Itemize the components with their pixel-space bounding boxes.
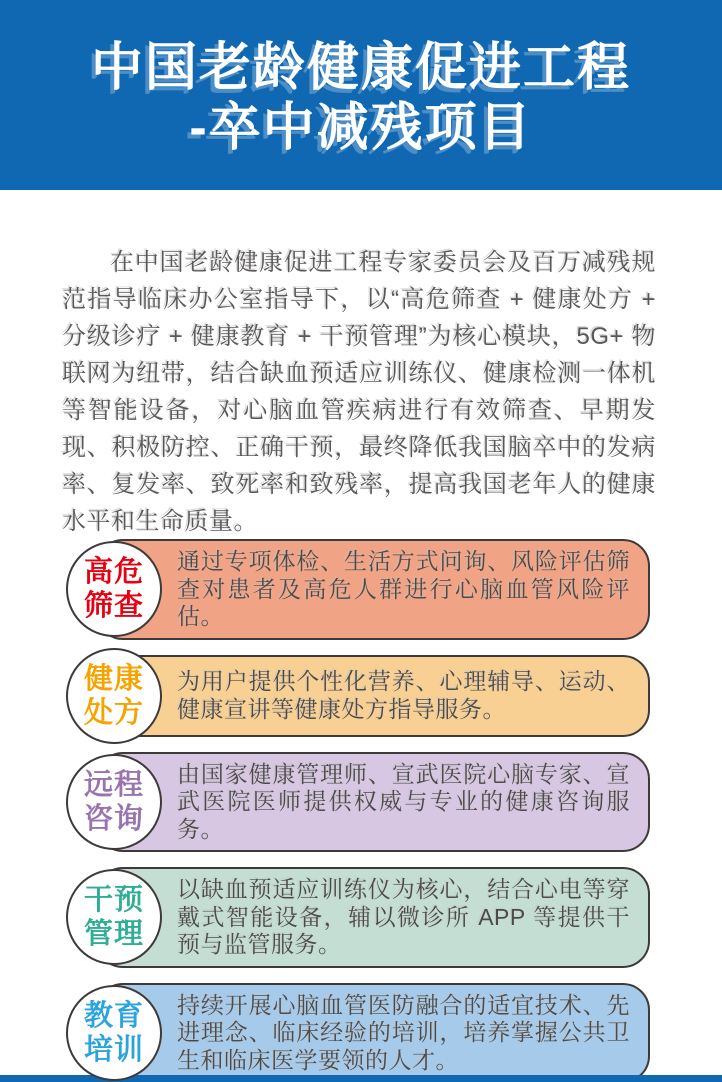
badge-label-line-2: 筛查 [83, 590, 144, 623]
badge-label-line-2: 处方 [83, 696, 144, 729]
module-remote-consultation [66, 752, 650, 853]
badge-label-line-1: 干预 [83, 884, 144, 917]
remote-consultation-badge [66, 754, 162, 850]
module-description: 为用户提供个性化营养、心理辅导、运动、健康宣讲等健康处方指导服务。 [177, 668, 630, 722]
intro-paragraph: 在中国老龄健康促进工程专家委员会及百万减残规范指导临床办公室指导下，以“高危筛查 + 健康处方 + 分级诊疗 + 健康教育 + 干预管理”为核心模块，5G+ 物联网为纽带，结合缺血预适应训练仪、健康检测一体机等智能设备，对心脑血管疾病进行有效筛查、早期发现、积极防控、正确干预，最终降低我国脑卒中的发病率、复发率、致死率和致残率，提高我国老年人的健康水平和生命质量。 [62, 249, 656, 535]
intervention-management-badge [66, 869, 162, 965]
health-prescription-badge [66, 648, 162, 744]
module-description: 以缺血预适应训练仪为核心，结合心电等穿戴式智能设备，辅以微诊所 APP 等提供干预与监管服务。 [177, 876, 630, 957]
page-title-line-1: 中国老龄健康促进工程 [90, 39, 631, 97]
module-health-prescription [66, 655, 650, 737]
badge-label-line-1: 教育 [83, 999, 144, 1032]
badge-label-line-2: 咨询 [83, 802, 144, 835]
module-description: 由国家健康管理师、宣武医院心脑专家、宣武医院医师提供权威与专业的健康咨询服务。 [177, 760, 630, 842]
module-education-training [66, 983, 650, 1082]
health-prescription-card [96, 655, 650, 737]
high-risk-screening-badge [66, 541, 162, 637]
module-description: 持续开展心脑血管医防融合的适宜技术、先进理念、临床经验的培训，培养掌握公共卫生和临床医学要领的人才。 [177, 991, 630, 1073]
badge-label-line-1: 远程 [83, 768, 144, 801]
modules-list [66, 539, 650, 1082]
badge-label-line-1: 健康 [83, 662, 144, 695]
module-high-risk-screening [66, 539, 650, 640]
badge-label-line-2: 管理 [83, 918, 144, 951]
high-risk-screening-card [96, 539, 650, 640]
education-training-badge [66, 985, 162, 1081]
intervention-management-card [96, 867, 650, 968]
header-banner [0, 0, 722, 190]
remote-consultation-card [96, 752, 650, 853]
page-title-line-2: -卒中减残项目 [189, 99, 533, 157]
education-training-card [96, 983, 650, 1082]
badge-label-line-1: 高危 [83, 556, 144, 589]
badge-label-line-2: 培训 [83, 1033, 144, 1066]
module-description: 通过专项体检、生活方式问询、风险评估筛查对患者及高危人群进行心脑血管风险评估。 [177, 548, 630, 629]
module-intervention-management [66, 867, 650, 968]
